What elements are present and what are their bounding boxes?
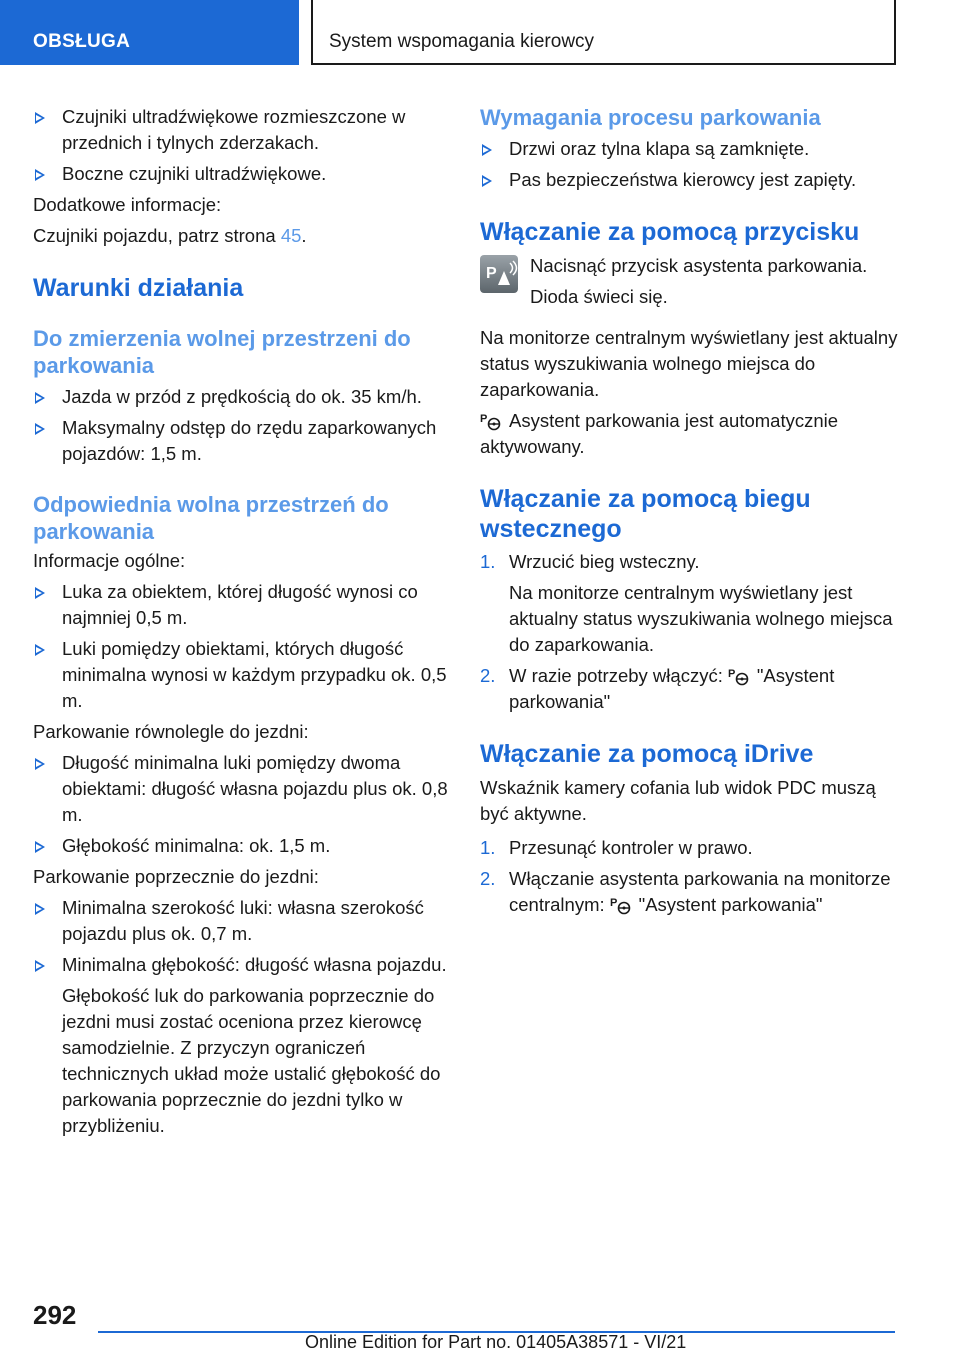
parking-assistant-icon — [480, 411, 504, 431]
list-item: Drzwi oraz tylna klapa są zamknięte. — [480, 136, 900, 162]
heading-conditions: Warunki działania — [33, 274, 244, 302]
triangle-bullet-icon — [482, 144, 492, 156]
triangle-bullet-icon — [35, 960, 45, 972]
triangle-bullet-icon — [35, 758, 45, 770]
svg-text:P: P — [480, 413, 488, 425]
parking-assistant-icon — [610, 895, 634, 915]
list-item: Luki pomiędzy obiektami, których długość minimalna wynosi w każdym przypadku ok. 0,5 m. — [33, 636, 448, 714]
edition-info: Online Edition for Part no. 01405A38571 - VI/21 — [305, 1332, 687, 1352]
list-item: 1. Przesunąć kontroler w prawo. — [480, 837, 753, 858]
triangle-bullet-icon — [35, 423, 45, 435]
list-item: Boczne czujniki ultradźwiękowe. — [33, 161, 448, 187]
general-list — [33, 579, 448, 714]
list-item: Luka za obiektem, której długość wynosi co najmniej 0,5 m. — [33, 579, 448, 631]
general-info-label: Informacje ogólne: — [33, 550, 186, 571]
triangle-bullet-icon — [35, 392, 45, 404]
idrive-text: Wskaźnik kamery cofania lub widok PDC muszą być aktywne. — [480, 777, 876, 824]
parallel-list — [33, 750, 448, 859]
triangle-bullet-icon — [35, 841, 45, 853]
svg-text:P: P — [486, 265, 497, 282]
triangle-bullet-icon — [35, 112, 45, 124]
perpendicular-list — [33, 895, 448, 978]
heading-idrive: Włączanie za pomocą iDrive — [480, 740, 814, 768]
list-item: Czujniki ultradźwiękowe rozmieszczone w przednich i tylnych zderzakach. — [33, 104, 448, 156]
triangle-bullet-icon — [35, 903, 45, 915]
triangle-bullet-icon — [35, 644, 45, 656]
list-item: 2. W razie potrzeby włączyć: P "Asystent parkowania" — [480, 665, 835, 712]
idrive-steps — [480, 835, 900, 918]
heading-button: Włączanie za pomocą przycisku — [480, 218, 860, 246]
button-instructions — [480, 253, 900, 315]
section-label: OBSŁUGA — [33, 31, 131, 52]
heading-measure: Do zmierzenia wolnej przestrzeni do parkowania — [33, 326, 411, 378]
perpendicular-note: Głębokość luk do parkowania poprzecznie do jezdni musi zostać oceniona przez kierowcę samodzielnie. Z przyczyn ograniczeń technicznych układ może ustalić głębokość do parkowania poprzecznie do jezdni tylko w przybliżeniu. — [62, 985, 441, 1136]
sensors-reference: Czujniki pojazdu, patrz strona 45. — [33, 225, 307, 246]
left-column — [33, 100, 448, 1139]
chapter-title — [311, 0, 896, 65]
list-item: Pas bezpieczeństwa kierowcy jest zapięty. — [480, 167, 900, 193]
reverse-steps-2 — [480, 663, 900, 715]
reverse-steps — [480, 549, 900, 575]
heading-reverse: Włączanie za pomocą biegu wstecznego — [480, 485, 811, 543]
triangle-bullet-icon — [482, 175, 492, 187]
parallel-label: Parkowanie równolegle do jezdni: — [33, 721, 309, 742]
chapter-label: System wspomagania kierowcy — [329, 31, 595, 52]
auto-activation-text: P Asystent parkowania jest automatycznie aktywowany. — [480, 410, 839, 457]
monitor-text: Na monitorze centralnym wyświetlany jest aktualny status wyszukiwania wolnego miejsca do zaparkowania. — [480, 327, 898, 400]
page-number: 292 — [33, 1300, 77, 1330]
heading-requirements: Wymagania procesu parkowania — [480, 105, 821, 130]
page-link[interactable]: 45 — [280, 225, 302, 246]
list-item: Minimalna głębokość: długość własna pojazdu. — [33, 952, 448, 978]
requirements-list — [480, 136, 900, 193]
parking-assistant-icon — [728, 666, 752, 686]
perpendicular-label: Parkowanie poprzecznie do jezdni: — [33, 866, 319, 887]
list-item: Jazda w przód z prędkością do ok. 35 km/h. — [33, 384, 448, 410]
park-assist-button-icon — [480, 255, 518, 293]
right-column — [480, 100, 900, 918]
list-item: Długość minimalna luki pomiędzy dwoma obiektami: długość własna pojazdu plus ok. 0,8 m. — [33, 750, 448, 828]
list-item: Głębokość minimalna: ok. 1,5 m. — [33, 833, 448, 859]
section-tab — [0, 0, 299, 65]
svg-text:P: P — [727, 668, 736, 680]
button-step-2: Dioda świeci się. — [530, 286, 668, 307]
list-item: Minimalna szerokość luki: własna szerokość pojazdu plus ok. 0,7 m. — [33, 895, 448, 947]
list-item: Maksymalny odstęp do rzędu zaparkowanych pojazdów: 1,5 m. — [33, 415, 448, 467]
button-step-1: Nacisnąć przycisk asystenta parkowania. — [530, 255, 868, 276]
triangle-bullet-icon — [35, 169, 45, 181]
list-item: 1. Wrzucić bieg wsteczny. — [480, 551, 700, 572]
heading-space: Odpowiednia wolna przestrzeń do parkowania — [33, 492, 389, 544]
triangle-bullet-icon — [35, 587, 45, 599]
sensor-list — [33, 104, 448, 187]
list-item: 2. Włączanie asystenta parkowania na monitorze centralnym: P "Asystent parkowania" — [480, 868, 891, 915]
additional-info-label: Dodatkowe informacje: — [33, 194, 222, 215]
svg-text:P: P — [609, 897, 617, 909]
measure-list — [33, 384, 448, 467]
reverse-step-note: Na monitorze centralnym wyświetlany jest aktualny status wyszukiwania wolnego miejsca do zaparkowania. — [509, 582, 893, 655]
